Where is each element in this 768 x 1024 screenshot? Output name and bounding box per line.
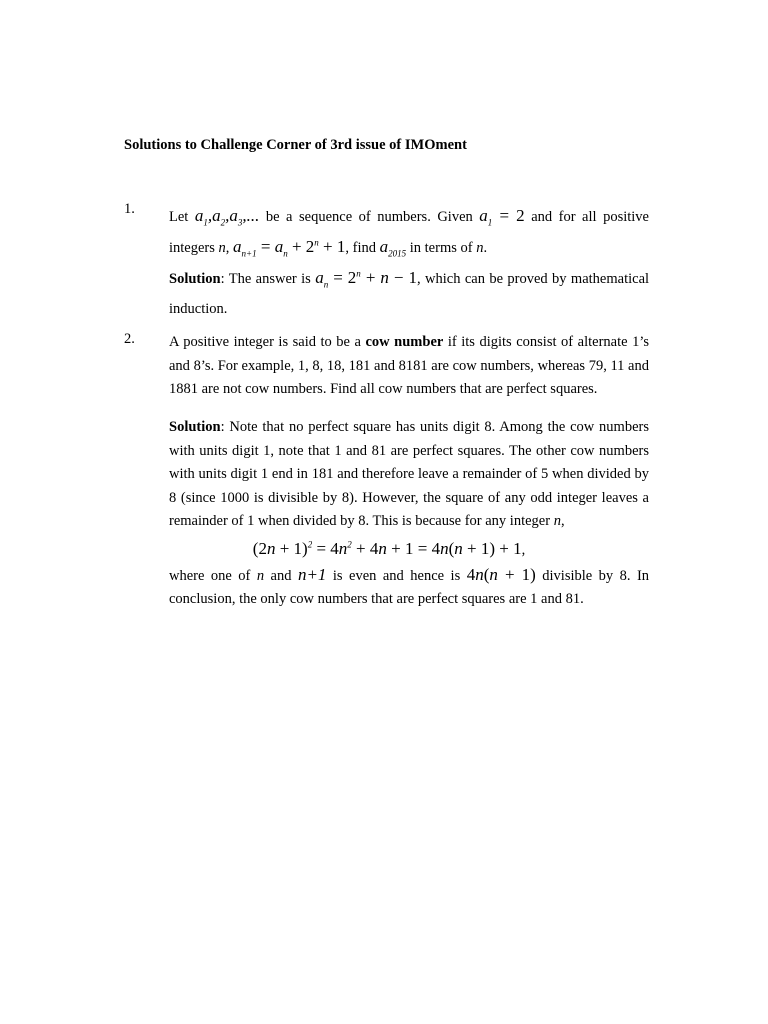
problem-2-where-text: where one of [169,567,251,584]
problem-1-integers-text: integers [169,240,215,256]
target-term: $a_{2015}$ [379,237,407,259]
problem-2-conclusion-text: divisible by 8. In conclusion, the only cow numbers that are perfect squares are 1 and 81. [169,567,650,607]
problem-2-statement-rest: if its digits consist of alternate 1’s and 8’s. For example, 1, 8, 18, 181 and 8181 are cow numbers, whereas 79, 11 and 1881 are not cow numbers. Find all cow numbers that are perfect squares. [169,334,649,397]
problem-1-sequence-text: be a sequence of numbers. Given [265,209,473,225]
closed-form-answer: $a_n = 2^n + n - 1$ [315,268,418,290]
problem-2-conclusion [169,563,649,612]
problem-2-solution [169,416,649,612]
product-expression: 4n(n + 1) [466,564,536,584]
problem-1-solution-tail: , which can be proved by mathematical induction. [169,271,650,317]
problem-1-solution-intro: : The answer is [220,271,311,287]
problem-1-statement: Let $a_1,a_2,a_3$,... be a sequence of numbers. Given $a_1 = 2$ and for all positive integers n, $a_{n+1} = a_n + 2^n + 1$, find $a_{2015}$ in terms of n. [169,206,649,259]
initial-condition: $a_1 = 2$ [479,206,525,228]
n-plus-one-expression: n+1 [297,564,327,584]
problem-1-let-text: Let [169,209,189,225]
variable-n: n [256,567,265,584]
problem-1-terms-text: in terms of [409,240,473,256]
problem-2-even-text: is even and hence is [332,567,461,584]
problem-2-solution-paragraph: Solution: Note that no perfect square has units digit 8. Among the cow numbers with units digit 1, note that 1 and 81 are perfect squares. The other cow numbers with units digit 1 end in 181 and therefore leave a remainder of 5 when divided by 8 (since 1000 is divisible by 8). However, the square of any odd integer leaves a remainder of 1 when divided by 8. This is because for any integer n, [169,419,649,529]
solution-label: Solution [169,271,221,287]
cow-number-term: cow number [365,334,444,350]
problem-2-statement [169,331,649,402]
sequence-expression: $a_1,a_2,a_3$,... [194,206,260,228]
solution-label: Solution [169,419,221,435]
problem-1-solution [169,263,649,324]
problem-1-body [169,201,649,324]
variable-n: n [476,240,484,256]
page-title: Solutions to Challenge Corner of 3rd issue of IMOment [124,137,467,153]
square-identity-equation: $(2n + 1)^2 = 4n^2 + 4n + 1 = 4n(n + 1) + 1$, [252,538,526,558]
problem-2-number: 2. [124,331,135,347]
problem-1-number: 1. [124,201,135,217]
problem-2-solution-text: : Note that no perfect square has units digit 8. Among the cow numbers with units digit 1, note that 1 and 81 are perfect squares. The other cow numbers with units digit 1 end in 181 and therefore leave a remainder of 5 when divided by 8 (since 1000 is divisible by 8). However, the square of any odd integer leaves a remainder of 1 when divided by 8. This is because for any integer [169,419,649,529]
problem-2-and-text: and [270,567,292,584]
recurrence-relation: $a_{n+1} = a_n + 2^n + 1$ [233,237,346,259]
problem-1-given-text: and for all positive [531,209,649,225]
problem-1-find-text: , find [345,240,376,256]
variable-n: n [218,240,226,256]
variable-n: n [553,513,561,529]
problem-2-statement-intro: A positive integer is said to be a [169,334,361,350]
